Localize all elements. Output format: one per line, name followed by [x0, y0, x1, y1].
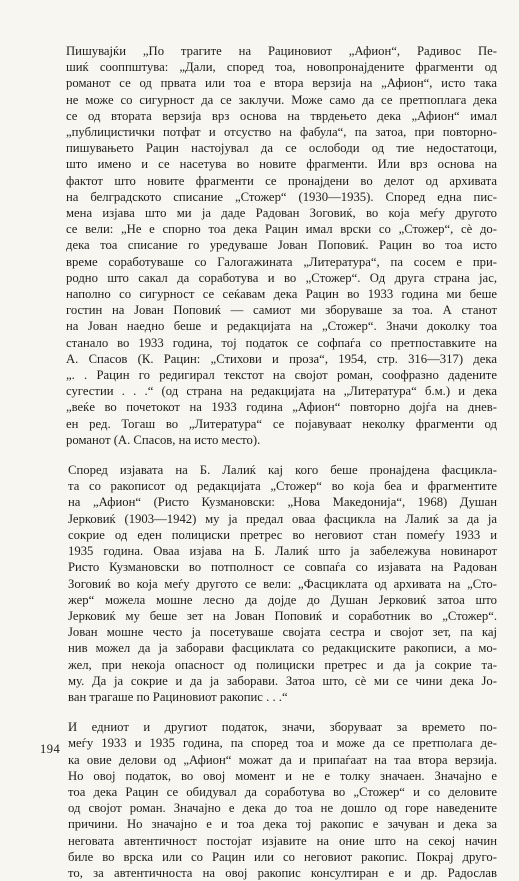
text-line: тоа дека Рацин се обидувал да соработува во „Стожер“ и со деловите [68, 784, 497, 799]
text-line: мена изјава што ми ја даде Радован Зоговиќ, во која меѓу другото [66, 206, 497, 221]
text-line: та со ракописот од редакцијата „Стожер“ во која беа и фрагментите [68, 479, 497, 494]
text-line: романот се од првата или тоа е втора верзија на „Афион“, исто така [66, 76, 497, 91]
text-line: романот (А. Спасов, на исто место). [66, 432, 261, 447]
text-line: сокрие од еден полициски претрес во неговиот стан помеѓу 1933 и [68, 527, 497, 542]
text-line: ван трагаше по Рациновиот ракопис . . .“ [68, 689, 288, 704]
text-line: то, за автентичноста на овој ракопис консултиран е и др. Радослав [68, 865, 497, 880]
text-line: А. Спасов (К. Рацин: „Стихови и проза“, 1954, стр. 316—317) дека [66, 351, 497, 366]
text-line: Според изјавата на Б. Лалиќ кај кого беше пронајдена фасцикла- [68, 463, 497, 478]
text-line: Јован мошне често ја посетуваше својата сестра и својот зет, па кај [68, 625, 497, 640]
text-line: „публицистички потфат и отсуство на фабула“, па затоа, при повторно- [66, 125, 497, 140]
text-line: не може со сигурност да се заклучи. Може само да се претпоплага дека [66, 92, 497, 107]
paragraph-2 [54, 462, 497, 705]
text-line: пишувањето Рацин настојувал да се ослободи од тие недостатоци, [66, 141, 497, 156]
text-line: Ристо Кузмановски во потполност се совпаѓа со изјавата на Радован [68, 560, 497, 575]
text-line: меѓу 1933 и 1935 година, па според тоа и може да се претполага де- [68, 736, 497, 751]
text-line: 1935 година. Оваа изјава на Б. Лалиќ што ја забележува новинарот [68, 544, 497, 559]
paragraph-gap [54, 705, 497, 719]
paragraph-1 [54, 43, 497, 448]
text-line: жер“ можела мошне лесно да дојде до Душан Јерковиќ затоа што [68, 592, 497, 607]
text-line: родно што сакал да соработува и во „Стожер“. Од друга страна јас, [66, 270, 497, 285]
text-line: што имено и се насетува во новите фрагменти. Или врз основа на [66, 157, 497, 172]
text-line: се од вторaта верзија врз основа на тврдењето дека „Афион“ имал [66, 108, 497, 123]
text-line: Зоговиќ во која меѓу другото се вели: „Фасциклата од архивата на „Сто- [68, 576, 497, 591]
text-line: на Јован наедно беше и редакцијата на „Стожер“. Значи доколку тоа [66, 319, 497, 334]
text-line: гостин на Јован Поповиќ — самиот ми зборуваше за тоа. А станот [66, 303, 497, 318]
text-line: дека тоа списание го уредуваше Јован Поповиќ. Рацин во тоа исто [66, 238, 497, 253]
text-line: ен ред. Тогаш во „Литература“ се појавуваат неколку фрагменти од [66, 416, 497, 431]
paragraph-3 [54, 719, 497, 881]
page-number: 194 [40, 742, 61, 756]
text-line: на „Афион“ (Ристо Кузмановски: „Нова Македонија“, 1968) Душан [68, 495, 497, 510]
text-line: време соработуваше со Галогажината „Литература“, па сосем е при- [66, 254, 497, 269]
text-line: неговата автентичност постојат изјавите на оние што на секој начин [68, 833, 497, 848]
text-line: шиќ сооппштува: „Дали, според тоа, новопронајдените фрагменти од [66, 60, 497, 75]
text-line: сугестии . . .“ (од страна на редакцијата на „Литература“ б.м.) и дека [66, 384, 497, 399]
text-line: од својот роман. Значајно е дека до тоа не дошло од горе наведените [68, 801, 497, 816]
text-line: „веќе во почетокот на 1933 година „Афион“ повторно дојѓа на днев- [66, 400, 497, 415]
body-text [54, 43, 497, 881]
text-line: Јерковиќ (1903—1942) му ја предал оваа фасцикла на Лалиќ за да ја [68, 511, 497, 526]
text-line: се вели: „Не е спорно тоа дека Рацин имал врски со „Стожер“, сè до- [66, 222, 497, 237]
text-line: му. Да ја сокрие и да ја заборави. Затоа што, сè ми се чини дека Јо- [68, 673, 497, 688]
text-line: Јерковиќ му беше зет на Јован Поповиќ и соработник во „Стожер“. [68, 608, 497, 623]
text-line: жел, при некоја опасност од полициски претрес и да ја сокрие та- [68, 657, 497, 672]
paragraph-gap [54, 448, 497, 462]
text-line: на белградското списание „Стожер“ (1930—1935). Според една пис- [66, 189, 497, 204]
text-line: „. . Рацин го редигирал текстот на својот роман, соофразно дадените [66, 368, 497, 383]
text-line: Но овој податок, во овој момент и не е толку значаен. Значајно е [68, 768, 497, 783]
text-line: Пишувајќи „По трагите на Рациновиот „Афион“, Радивос Пе- [66, 44, 497, 58]
text-line: ка овие делови од „Афион“ можат да и припаѓаат на таа втора верзија. [68, 752, 497, 767]
text-line: биле во врска или со Рацин или со неговиот ракопис. Покрај друго- [68, 849, 497, 864]
text-line: фактот што новите фрагменти се пронајдени во делот од архивата [66, 173, 497, 188]
text-line: причини. Но значајно е и тоа дека тој ракопис е зачуван и дека за [68, 817, 497, 832]
text-line: наполно со сигурност се сеќавам дека Рацин во 1933 година ми беше [66, 287, 497, 302]
text-line: станало во 1933 година, тој податок се софпаѓа со претпоставките на [66, 335, 497, 350]
text-line: И едниот и другиот податок, значи, зборуваат за времето по- [68, 720, 497, 735]
text-line: нив можел да ја заборави фасциклата со редакциските ракописи, а мо- [68, 641, 497, 656]
